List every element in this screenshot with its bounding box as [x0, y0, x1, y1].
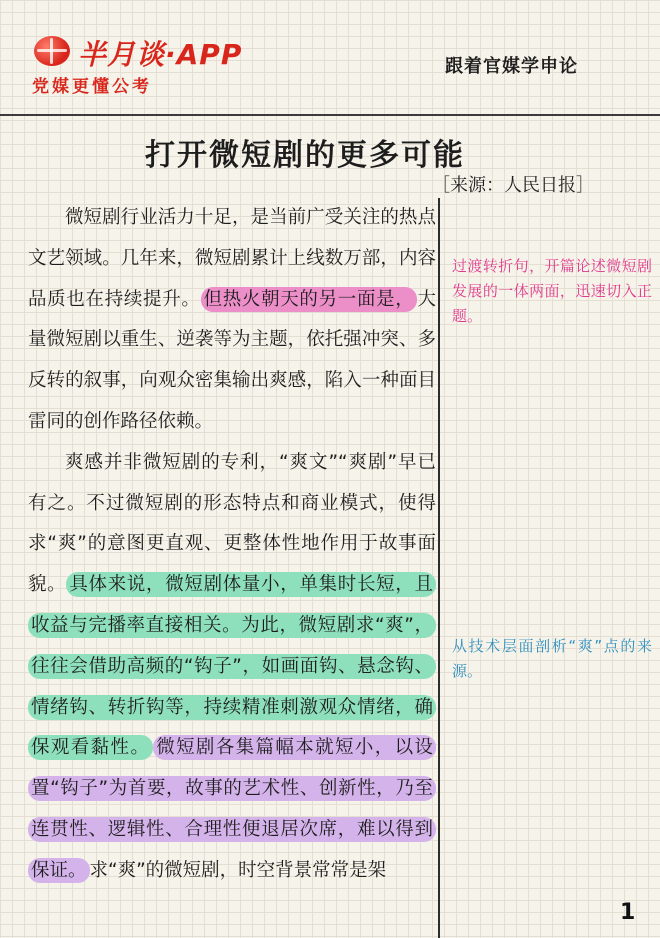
highlight-transition: 但热火朝天的另一面是，: [201, 287, 418, 312]
article-source: ［来源：人民日报］: [432, 175, 594, 196]
paragraph-2: [28, 443, 436, 892]
annotation-note-1: 过渡转折句，开篇论述微短剧发展的一体两面，迅速切入正题。: [452, 257, 652, 325]
paragraph-2-text-a: 爽感并非微短剧的专利，“爽文”“爽剧”早已有之。不过微短剧的形态特点和商业模式，使得求“爽”的意图更直观、更整体性地作用于故事面貌。: [28, 451, 436, 596]
header: [0, 0, 660, 118]
app-slogan: 党媒更懂公考: [32, 77, 152, 97]
article-title: 打开微短剧的更多可能: [145, 138, 465, 173]
paragraph-1-text-a: 微短剧行业活力十足，是当前广受关注的热点文艺领域。几年来，微短剧累计上线数万部，内容品质也在持续提升。: [28, 207, 436, 310]
paragraph-1-text-b: 大量微短剧以重生、逆袭等为主题，依托强冲突、多反转的叙事，向观众密集输出爽感，陷入一种面目雷同的创作路径依赖。: [28, 288, 436, 432]
app-logo-name: 半月谈·APP: [78, 38, 243, 71]
paragraph-1: [28, 198, 436, 443]
annotation-note-2: 从技术层面剖析“爽”点的来源。: [452, 637, 652, 680]
globe-logo-icon: [34, 36, 70, 66]
column-divider: [438, 198, 440, 938]
header-divider: [0, 114, 660, 116]
article-body: [28, 198, 436, 892]
highlight-technical-analysis: 具体来说，微短剧体量小，单集时长短，且收益与完播率直接相关。为此，微短剧求“爽”，往往会借助高频的“钩子”，如画面钩、悬念钩、情绪钩、转折钩等，持续精准刺激观众情绪，确保观看黏性。: [28, 572, 436, 760]
page-number: 1: [620, 900, 636, 925]
paragraph-2-text-b: 求“爽”的微短剧，时空背景常常是架: [89, 859, 387, 881]
highlight-consequence: 微短剧各集篇幅本就短小，以设置“钩子”为首要，故事的艺术性、创新性，乃至连贯性、逻辑性、合理性便退居次席，难以得到保证。: [28, 735, 436, 882]
column-name: 跟着官媒学申论: [445, 56, 578, 77]
